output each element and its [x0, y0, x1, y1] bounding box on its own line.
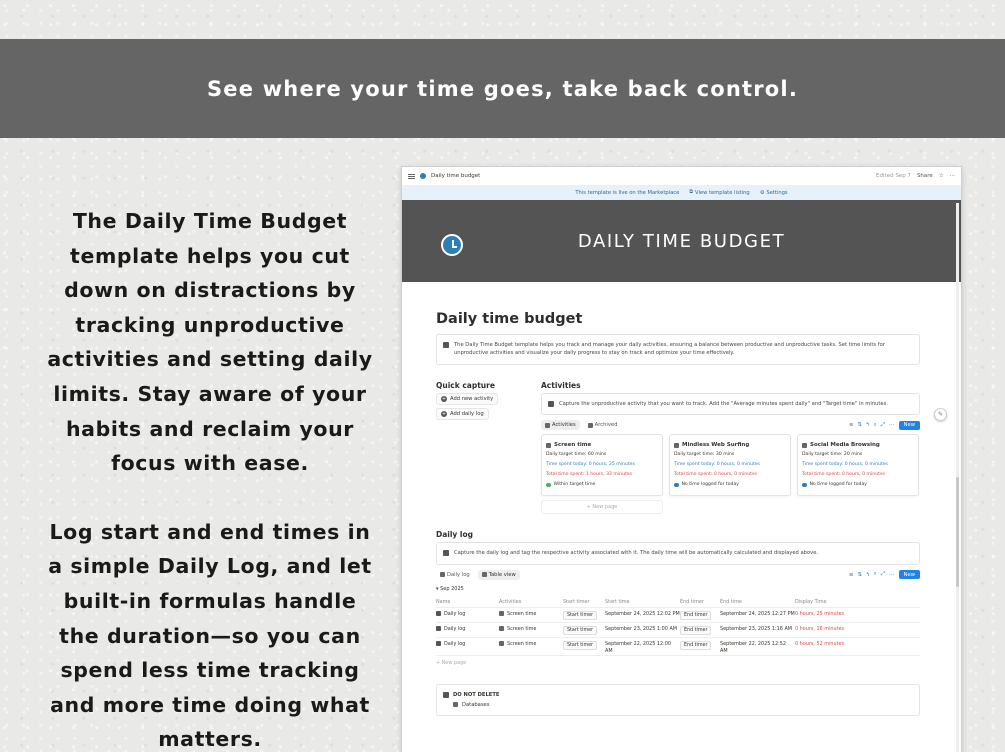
- page-icon: [802, 443, 807, 448]
- page-icon: [546, 443, 551, 448]
- tab-activities-label: Activities: [552, 422, 576, 429]
- row-display-time: 0 hours, 52 minutes: [795, 640, 845, 647]
- clock-icon[interactable]: [441, 234, 463, 256]
- tab-table-view-label: Table view: [488, 571, 516, 578]
- note-icon: [443, 550, 449, 556]
- archive-icon: [588, 423, 593, 428]
- status-dot-icon: [674, 483, 679, 488]
- card-status: No time logged for today: [809, 482, 868, 488]
- capture-activities-row: [436, 381, 920, 514]
- tab-archived[interactable]: [584, 420, 622, 430]
- activity-card[interactable]: [797, 434, 919, 496]
- activities-section: [541, 381, 920, 514]
- note-icon: [548, 401, 554, 407]
- row-name[interactable]: Daily log: [444, 625, 466, 632]
- database-icon: [545, 423, 550, 428]
- row-start-time[interactable]: September 24, 2025 12:02 PM: [605, 610, 680, 617]
- col-name[interactable]: Name: [436, 599, 451, 606]
- col-start-timer[interactable]: Start timer: [563, 599, 590, 606]
- group-header[interactable]: ▾ Sep 2025: [436, 585, 464, 592]
- share-button[interactable]: Share: [916, 173, 933, 179]
- group-label: Sep 2025: [440, 585, 464, 592]
- daily-log-title: Daily log: [436, 530, 474, 540]
- tab-table-view[interactable]: [478, 570, 520, 580]
- view-listing-label: View template listing: [695, 189, 750, 196]
- activity-cards: [541, 434, 920, 496]
- end-timer-button[interactable]: End timer: [680, 641, 711, 650]
- row-display-time: 0 hours, 16 minutes: [795, 625, 845, 632]
- tab-daily-log-label: Daily log: [447, 571, 470, 578]
- page-icon: [499, 641, 504, 646]
- gear-icon: ⚙: [759, 189, 765, 196]
- database-icon: [453, 702, 458, 707]
- end-timer-button[interactable]: End timer: [680, 611, 711, 620]
- do-not-delete-title: DO NOT DELETE: [453, 691, 500, 698]
- page-icon: [499, 611, 504, 616]
- comment-icon[interactable]: ✎: [934, 408, 947, 421]
- page-icon: [674, 443, 679, 448]
- table-row[interactable]: [436, 638, 920, 656]
- notion-topbar: [402, 167, 961, 185]
- tab-activities[interactable]: [541, 420, 580, 430]
- row-name[interactable]: Daily log: [444, 640, 466, 647]
- databases-link[interactable]: Databases: [462, 701, 490, 708]
- note-icon: [443, 692, 449, 698]
- marketing-copy: [40, 204, 380, 752]
- settings-icon[interactable]: ⋯: [889, 422, 895, 429]
- card-target: Daily target time: 20 mins: [802, 452, 863, 458]
- lightning-icon[interactable]: ϟ: [866, 422, 870, 429]
- edited-label: Edited Sep 7: [876, 173, 911, 179]
- row-display-time: 0 hours, 25 minutes: [795, 610, 845, 617]
- card-target: Daily target time: 60 mins: [546, 452, 607, 458]
- note-icon: [443, 342, 449, 348]
- more-icon[interactable]: ···: [949, 173, 955, 179]
- row-activity[interactable]: Screen time: [507, 610, 537, 617]
- do-not-delete-callout: [436, 684, 920, 716]
- plus-icon: +: [441, 410, 447, 417]
- card-status: No time logged for today: [681, 482, 740, 488]
- page-content: [436, 311, 920, 716]
- activity-card[interactable]: [541, 434, 663, 496]
- view-listing-button[interactable]: [689, 189, 749, 196]
- filter-icon[interactable]: ≡: [848, 422, 854, 429]
- lightning-icon[interactable]: ϟ: [866, 571, 870, 578]
- quick-capture: [436, 381, 531, 514]
- activities-title: Activities: [541, 380, 581, 390]
- menu-icon[interactable]: [408, 174, 415, 179]
- col-activities[interactable]: Activities: [499, 599, 522, 606]
- daily-log-tabs: [436, 570, 920, 580]
- plus-icon: +: [441, 395, 447, 402]
- copy-paragraph-1: The Daily Time Budget template helps you cut down on distractions by tracking unproductive activities and setting daily limits. Stay aware of your habits and reclaim your focus with ease.: [47, 209, 373, 476]
- row-end-time[interactable]: September 23, 2025 1:16 AM: [720, 625, 793, 632]
- page-cover: [402, 200, 961, 282]
- notion-window: [401, 166, 962, 752]
- add-activity-label: Add new activity: [450, 395, 494, 402]
- new-log-page-button[interactable]: + New page: [436, 659, 467, 666]
- copy-paragraph-2: Log start and end times in a simple Daily Log, and let built-in formulas handle the duration—so you can spend less time tracking and more time doing what matters.: [48, 519, 372, 752]
- card-title: Screen time: [554, 442, 592, 449]
- top-banner: [0, 39, 1005, 138]
- expand-icon[interactable]: ⤢: [880, 571, 886, 578]
- card-spent-today: Time spent today: 0 hours, 0 minutes: [674, 462, 760, 468]
- row-end-time[interactable]: September 22, 2025 12:52 AM: [720, 640, 787, 654]
- col-end-timer[interactable]: End timer: [680, 599, 704, 606]
- row-activity[interactable]: Screen time: [507, 625, 537, 632]
- settings-button[interactable]: [760, 190, 788, 196]
- activities-hint-text[interactable]: Capture the unproductive activity that you want to track. Add the "Average minutes spent daily" and "Target time" in minutes.: [559, 400, 888, 407]
- new-activity-page-button[interactable]: + New page: [541, 500, 663, 514]
- daily-log-section: [436, 530, 920, 669]
- description-text[interactable]: The Daily Time Budget template helps you track and manage your daily activities, ensuring a balance between productive and unproductive tasks. Set time limits for unproductive activities and visualize your daily progress to stay on track and optimize your time effectively.: [454, 342, 885, 357]
- search-icon[interactable]: ⌕: [873, 421, 877, 428]
- breadcrumb-page[interactable]: Daily time budget: [431, 173, 481, 179]
- row-activity[interactable]: Screen time: [507, 640, 537, 647]
- activity-card[interactable]: [669, 434, 791, 496]
- sort-icon[interactable]: ⇅: [857, 422, 863, 429]
- star-icon[interactable]: ☆: [938, 173, 944, 179]
- activities-hint: [541, 393, 920, 415]
- status-dot-icon: [802, 483, 807, 488]
- add-activity-button[interactable]: [436, 393, 498, 405]
- start-timer-button[interactable]: Start timer: [563, 641, 597, 650]
- cover-title: DAILY TIME BUDGET: [577, 230, 786, 252]
- card-spent-total: Total time spent: 1 hours, 33 minutes: [546, 472, 633, 478]
- banner-headline: See where your time goes, take back control.: [206, 76, 799, 101]
- card-target: Daily target time: 30 mins: [674, 452, 735, 458]
- search-icon[interactable]: ⌕: [873, 571, 877, 578]
- daily-log-table: [436, 586, 920, 670]
- add-log-label: Add daily log: [450, 410, 484, 417]
- scrollbar-thumb[interactable]: [956, 477, 959, 587]
- card-spent-today: Time spent today: 0 hours, 0 minutes: [802, 462, 888, 468]
- daily-log-hint: [436, 542, 920, 564]
- row-start-time[interactable]: September 22, 2025 12:00 AM: [605, 640, 672, 654]
- new-log-button[interactable]: New: [899, 570, 920, 579]
- tab-daily-log[interactable]: [436, 570, 474, 580]
- tab-archived-label: Archived: [594, 422, 618, 429]
- add-log-button[interactable]: [436, 408, 489, 420]
- end-timer-button[interactable]: End timer: [680, 626, 711, 635]
- status-dot-icon: [546, 483, 551, 488]
- card-title: Mindless Web Surfing: [682, 442, 750, 449]
- log-icon: [436, 611, 441, 616]
- page-icon-small: [420, 173, 426, 179]
- filter-icon[interactable]: ≡: [848, 571, 854, 578]
- card-spent-total: Total time spent: 0 hours, 0 minutes: [802, 472, 886, 478]
- expand-icon[interactable]: ⤢: [880, 421, 886, 428]
- start-timer-button[interactable]: Start timer: [563, 626, 597, 635]
- quick-capture-title: Quick capture: [436, 380, 495, 390]
- external-link-icon: ⧉: [689, 189, 694, 195]
- new-activity-button[interactable]: New: [899, 421, 920, 430]
- col-end-time[interactable]: End time: [720, 598, 742, 605]
- page-icon: [499, 626, 504, 631]
- row-start-time[interactable]: September 23, 2025 1:00 AM: [605, 625, 678, 632]
- page-title[interactable]: Daily time budget: [436, 311, 583, 327]
- col-start-time[interactable]: Start time: [605, 598, 630, 605]
- card-spent-today: Time spent today: 0 hours, 25 minutes: [546, 462, 635, 468]
- marketplace-bar: [402, 185, 961, 200]
- table-row[interactable]: [436, 623, 920, 638]
- settings-label: Settings: [766, 189, 788, 196]
- card-spent-total: Total time spent: 0 hours, 0 minutes: [674, 472, 758, 478]
- row-end-time[interactable]: September 24, 2025 12:27 PM: [720, 610, 795, 617]
- daily-log-hint-text[interactable]: Capture the daily log and tag the respective activity associated with it. The daily time will be automatically calculated and displayed above.: [454, 550, 819, 557]
- col-display-time[interactable]: Display Time: [795, 599, 827, 606]
- log-icon: [436, 626, 441, 631]
- row-name[interactable]: Daily log: [444, 610, 466, 617]
- activities-tabs: [541, 420, 920, 430]
- marketplace-notice: This template is live on the Marketplace: [575, 189, 680, 196]
- description-callout: [436, 334, 920, 365]
- sort-icon[interactable]: ⇅: [857, 571, 863, 578]
- card-status: Within target time: [553, 482, 596, 488]
- database-icon: [440, 572, 445, 577]
- start-timer-button[interactable]: Start timer: [563, 611, 597, 620]
- table-header: [436, 598, 920, 608]
- log-icon: [436, 641, 441, 646]
- table-row[interactable]: [436, 608, 920, 623]
- card-title: Social Media Browsing: [810, 442, 880, 449]
- settings-icon[interactable]: ⋯: [889, 571, 895, 578]
- table-icon: [482, 572, 487, 577]
